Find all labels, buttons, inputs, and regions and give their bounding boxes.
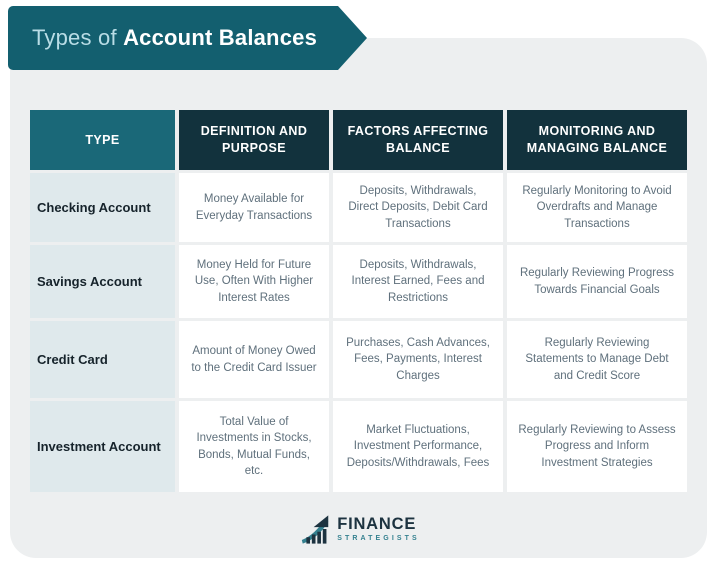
- brand-wordmark: [337, 516, 420, 542]
- brand-name: FINANCE: [337, 515, 417, 534]
- table-header-type: TYPE: [30, 110, 175, 170]
- row-factors-cell: Market Fluctuations, Investment Performance, Deposits/Withdrawals, Fees: [333, 401, 503, 492]
- page-title-regular: Types of: [32, 25, 124, 50]
- page-title-bold: Account Balances: [123, 25, 318, 50]
- table-header-factors: FACTORS AFFECTING BALANCE: [333, 110, 503, 170]
- table-header-monitoring: MONITORING AND MANAGING BALANCE: [507, 110, 687, 170]
- row-factors-cell: Deposits, Withdrawals, Direct Deposits, Debit Card Transactions: [333, 173, 503, 242]
- row-factors-cell: Purchases, Cash Advances, Fees, Payments, Interest Charges: [333, 321, 503, 398]
- brand-footer: [0, 512, 720, 546]
- row-definition-cell: Money Available for Everyday Transactions: [179, 173, 329, 242]
- row-type-label: Savings Account: [30, 245, 175, 318]
- row-type-label: Checking Account: [30, 173, 175, 242]
- row-factors-cell: Deposits, Withdrawals, Interest Earned, Fees and Restrictions: [333, 245, 503, 318]
- bar-chart-growth-icon: [300, 512, 331, 546]
- row-type-label: Investment Account: [30, 401, 175, 492]
- row-type-label: Credit Card: [30, 321, 175, 398]
- row-definition-cell: Money Held for Future Use, Often With Higher Interest Rates: [179, 245, 329, 318]
- row-monitoring-cell: Regularly Reviewing Progress Towards Financial Goals: [507, 245, 687, 318]
- brand-subtitle: STRATEGISTS: [337, 534, 420, 542]
- row-monitoring-cell: Regularly Reviewing to Assess Progress and Inform Investment Strategies: [507, 401, 687, 492]
- table-header-definition: DEFINITION AND PURPOSE: [179, 110, 329, 170]
- row-monitoring-cell: Regularly Reviewing Statements to Manage Debt and Credit Score: [507, 321, 687, 398]
- title-banner: [8, 6, 338, 70]
- page-title: [32, 25, 317, 51]
- row-monitoring-cell: Regularly Monitoring to Avoid Overdrafts and Manage Transactions: [507, 173, 687, 242]
- account-balances-table: [30, 110, 687, 492]
- row-definition-cell: Total Value of Investments in Stocks, Bonds, Mutual Funds, etc.: [179, 401, 329, 492]
- row-definition-cell: Amount of Money Owed to the Credit Card Issuer: [179, 321, 329, 398]
